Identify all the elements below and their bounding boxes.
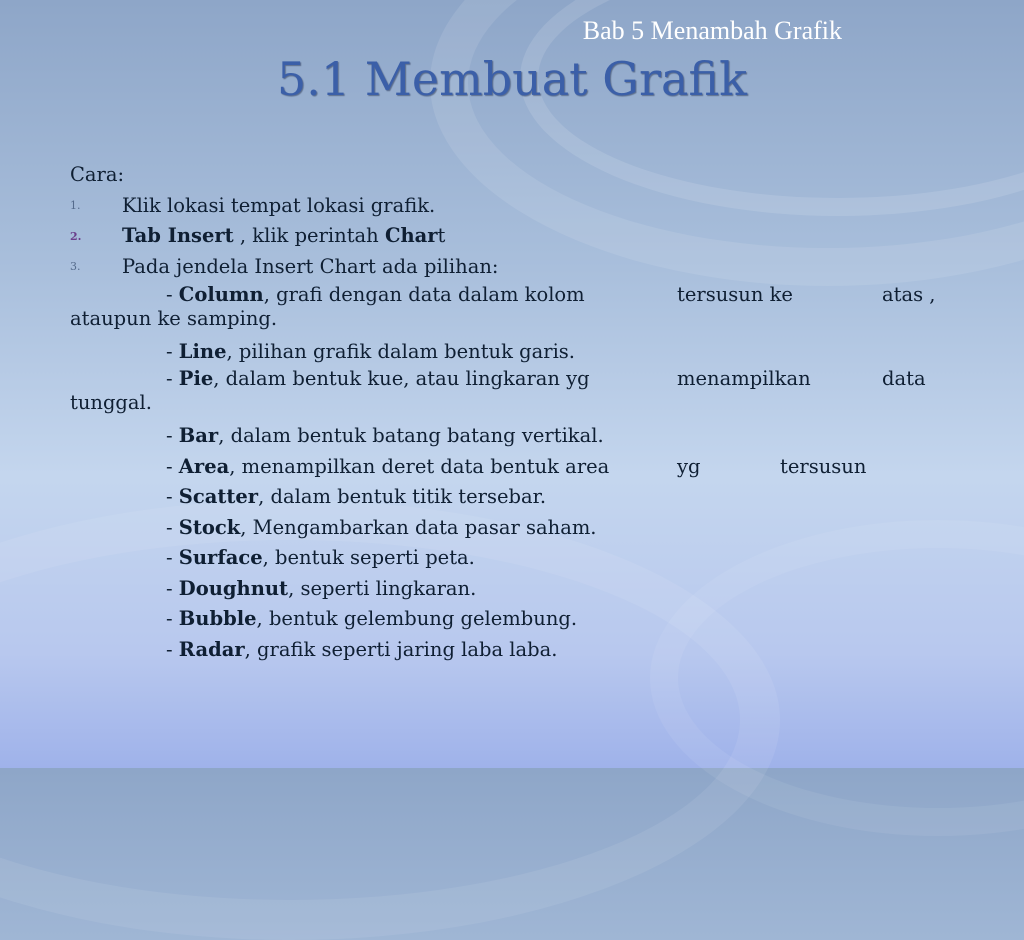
option-desc: atas , bbox=[882, 282, 936, 306]
option-desc-wrap: ataupun ke samping. bbox=[70, 306, 278, 330]
option-desc: , bentuk seperti peta. bbox=[262, 546, 475, 570]
option-desc: tersusun ke bbox=[677, 282, 793, 306]
option-desc: yg bbox=[677, 454, 701, 478]
option-dash: - bbox=[166, 282, 179, 306]
option-name: Line bbox=[178, 339, 227, 363]
step-bold-chart: Char bbox=[384, 224, 438, 248]
option-name: Surface bbox=[178, 546, 263, 570]
option-dash: - bbox=[166, 485, 179, 509]
step-number: 1. bbox=[70, 198, 81, 212]
option-desc: , dalam bentuk batang batang vertikal. bbox=[218, 424, 604, 448]
option-dash: - bbox=[166, 607, 179, 631]
step-number: 2. bbox=[70, 229, 82, 243]
step-number: 3. bbox=[70, 260, 81, 274]
option-desc: , bentuk gelembung gelembung. bbox=[256, 607, 578, 631]
step-2 bbox=[70, 221, 950, 252]
option-stock bbox=[70, 513, 950, 544]
option-desc: data bbox=[882, 367, 926, 391]
option-name: Scatter bbox=[178, 485, 259, 509]
option-bar bbox=[70, 421, 950, 452]
option-radar bbox=[70, 635, 950, 666]
option-dash: - bbox=[166, 367, 179, 391]
option-dash: - bbox=[166, 546, 179, 570]
option-name: Column bbox=[178, 282, 264, 306]
step-text: , klik perintah bbox=[233, 224, 385, 248]
option-scatter bbox=[70, 482, 950, 513]
option-desc: menampilkan bbox=[677, 367, 811, 391]
option-name: Pie bbox=[178, 367, 214, 391]
option-name: Stock bbox=[178, 515, 241, 539]
step-1 bbox=[70, 191, 950, 222]
option-desc: , dalam bentuk titik tersebar. bbox=[258, 485, 547, 509]
option-name: Area bbox=[178, 454, 230, 478]
option-name: Doughnut bbox=[178, 576, 289, 600]
option-doughnut bbox=[70, 574, 950, 605]
option-name: Radar bbox=[178, 637, 245, 661]
option-pie bbox=[70, 367, 950, 415]
option-name: Bar bbox=[178, 424, 219, 448]
step-bold-tab-insert: Tab Insert bbox=[122, 224, 234, 248]
option-desc: , seperti lingkaran. bbox=[288, 576, 477, 600]
option-dash: - bbox=[166, 424, 179, 448]
option-desc-wrap: tunggal. bbox=[70, 391, 152, 415]
option-desc: , Mengambarkan data pasar saham. bbox=[240, 515, 597, 539]
option-name: Bubble bbox=[178, 607, 257, 631]
step-text: Klik lokasi tempat lokasi grafik. bbox=[122, 193, 436, 217]
option-dash: - bbox=[166, 515, 179, 539]
option-desc: , grafik seperti jaring laba laba. bbox=[244, 637, 558, 661]
option-desc: , grafi dengan data dalam kolom bbox=[263, 282, 585, 306]
step-text: Pada jendela Insert Chart ada pilihan: bbox=[122, 255, 499, 278]
option-surface bbox=[70, 543, 950, 574]
option-dash: - bbox=[166, 576, 179, 600]
option-line bbox=[70, 337, 950, 368]
option-area bbox=[70, 452, 950, 483]
intro-line: Cara: bbox=[70, 163, 125, 186]
option-desc: tersusun bbox=[780, 454, 867, 478]
step-3 bbox=[70, 252, 950, 283]
option-desc: , menampilkan deret data bentuk area bbox=[229, 454, 610, 478]
option-column bbox=[70, 283, 950, 331]
option-dash: - bbox=[166, 454, 179, 478]
option-desc: , dalam bentuk kue, atau lingkaran yg bbox=[213, 367, 590, 391]
option-bubble bbox=[70, 604, 950, 635]
slide-body bbox=[70, 160, 950, 665]
slide-subtitle: Bab 5 Menambah Grafik bbox=[582, 16, 842, 45]
option-dash: - bbox=[166, 637, 179, 661]
option-dash: - bbox=[166, 339, 179, 363]
slide-title: 5.1 Membuat Grafik bbox=[276, 52, 748, 106]
step-text: t bbox=[437, 224, 446, 248]
option-desc: , pilihan grafik dalam bentuk garis. bbox=[226, 339, 576, 363]
